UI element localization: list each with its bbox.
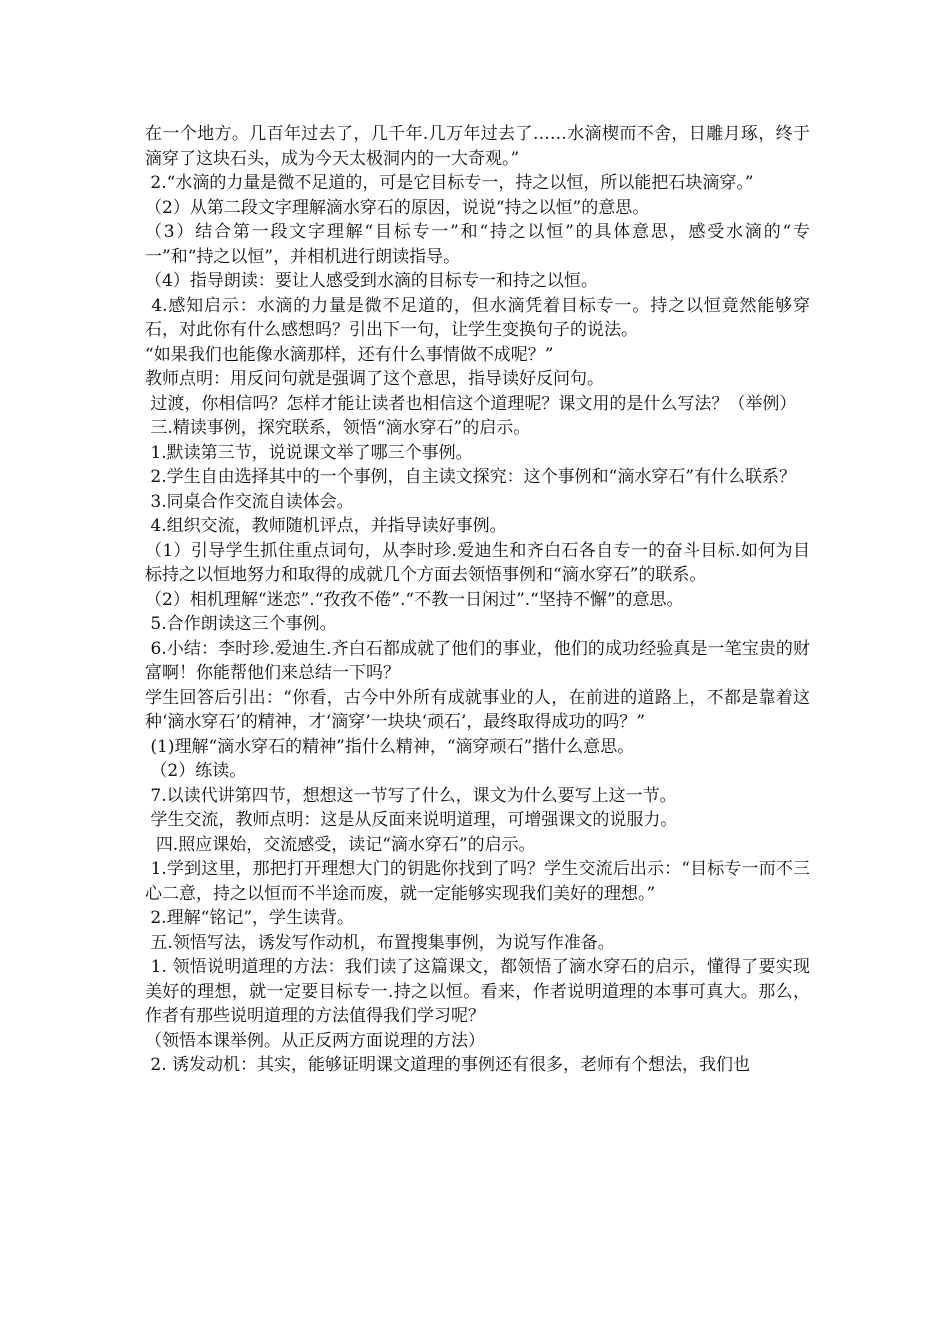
paragraph: 1. 领悟说明道理的方法：我们读了这篇课文，都领悟了滴水穿石的启示，懂得了要实现美好的理想，就一定要目标专一.持之以恒。看来，作者说明道理的本事可真大。那么，作者有那些说明道理的方法值得我们学习呢？	[145, 957, 810, 1026]
paragraph: （2）练读。	[145, 761, 247, 781]
paragraph: 学生交流，教师点明：这是从反面来说明道理，可增强课文的说服力。	[145, 810, 678, 830]
paragraph: 五.领悟写法，诱发写作动机，布置搜集事例，为说写作准备。	[145, 932, 615, 953]
paragraph: 2.“水滴的力量是微不足道的，可是它目标专一，持之以恒，所以能把石块滴穿。”	[145, 173, 754, 193]
paragraph: 学生回答后引出：“你看，古今中外所有成就事业的人，在前进的道路上，不都是靠着这种‘滴水穿石’的精神，才‘滴穿’一块块‘顽石’，最终取得成功的吗？”	[145, 687, 810, 732]
paragraph: （领悟本课举例。从正反两方面说理的方法）	[145, 1030, 485, 1051]
paragraph: (1)理解“滴水穿石的精神”指什么精神，“滴穿顽石”揩什么意思。	[145, 736, 635, 757]
paragraph: 1.学到这里，那把打开理想大门的钥匙你找到了吗？学生交流后出示：“目标专一而不三心二意，持之以恒而不半途而废，就一定能够实现我们美好的理想。”	[145, 859, 810, 904]
paragraph: 4.感知启示：水滴的力量是微不足道的，但水滴凭着目标专一。持之以恒竟然能够穿石，对此你有什么感想吗？引出下一句，让学生变换句子的说法。	[145, 295, 811, 340]
paragraph: 3.同桌合作交流自读体会。	[145, 491, 354, 512]
paragraph: “如果我们也能像水滴那样，还有什么事情做不成呢？”	[145, 344, 554, 365]
paragraph: （4）指导朗读：要让人感受到水滴的目标专一和持之以恒。	[145, 271, 598, 291]
paragraph: 2. 诱发动机：其实，能够证明课文道理的事例还有很多，老师有个想法，我们也	[145, 1055, 751, 1075]
paragraph: 1.默读第三节，说说课文举了哪三个事例。	[145, 442, 473, 463]
paragraph: 教师点明：用反问句就是强调了这个意思，指导读好反问句。	[145, 369, 604, 389]
paragraph: 5.合作朗读这三个事例。	[145, 614, 337, 634]
paragraph: （2）从第二段文字理解滴水穿石的原因，说说“持之以恒”的意思。	[145, 197, 650, 218]
paragraph: 三.精读事例，探究联系，领悟“滴水穿石”的启示。	[145, 418, 531, 438]
paragraph: 四.照应课始，交流感受，读记“滴水穿石”的启示。	[145, 834, 536, 855]
paragraph: 过渡，你相信吗？怎样才能让读者也相信这个道理呢？课文用的是什么写法？（举例）	[145, 393, 797, 414]
paragraph: 2.理解“铭记”，学生读背。	[145, 908, 355, 928]
paragraph: （1）引导学生抓住重点词句，从李时珍.爱迪生和齐白石各自专一的奋斗目标.如何为目标持之以恒地努力和取得的成就几个方面去领悟事例和“滴水穿石”的联系。	[145, 540, 810, 585]
document-body	[145, 122, 810, 1078]
paragraph: 2.学生自由选择其中的一个事例，自主读文探究：这个事例和“滴水穿石”有什么联系？	[145, 467, 797, 487]
paragraph: （2）相机理解“迷恋”.“孜孜不倦”.“不教一日闲过”.“坚持不懈”的意思。	[145, 589, 684, 610]
paragraph: （3）结合第一段文字理解“目标专一”和“持之以恒”的具体意思，感受水滴的“专一”和“持之以恒”，并相机进行朗读指导。	[145, 222, 810, 267]
paragraph: 在一个地方。几百年过去了，几千年.几万年过去了……水滴楔而不舍，日雕月琢，终于滴穿了这块石头，成为今天太极洞内的一大奇观。”	[145, 124, 810, 169]
paragraph: 4.组织交流，教师随机评点，并指导读好事例。	[145, 516, 507, 536]
paragraph: 7.以读代讲第四节，想想这一节写了什么，课文为什么要写上这一节。	[145, 785, 677, 806]
paragraph: 6.小结：李时珍.爱迪生.齐白石都成就了他们的事业，他们的成功经验真是一笔宝贵的财富啊！你能帮他们来总结一下吗？	[145, 638, 810, 683]
